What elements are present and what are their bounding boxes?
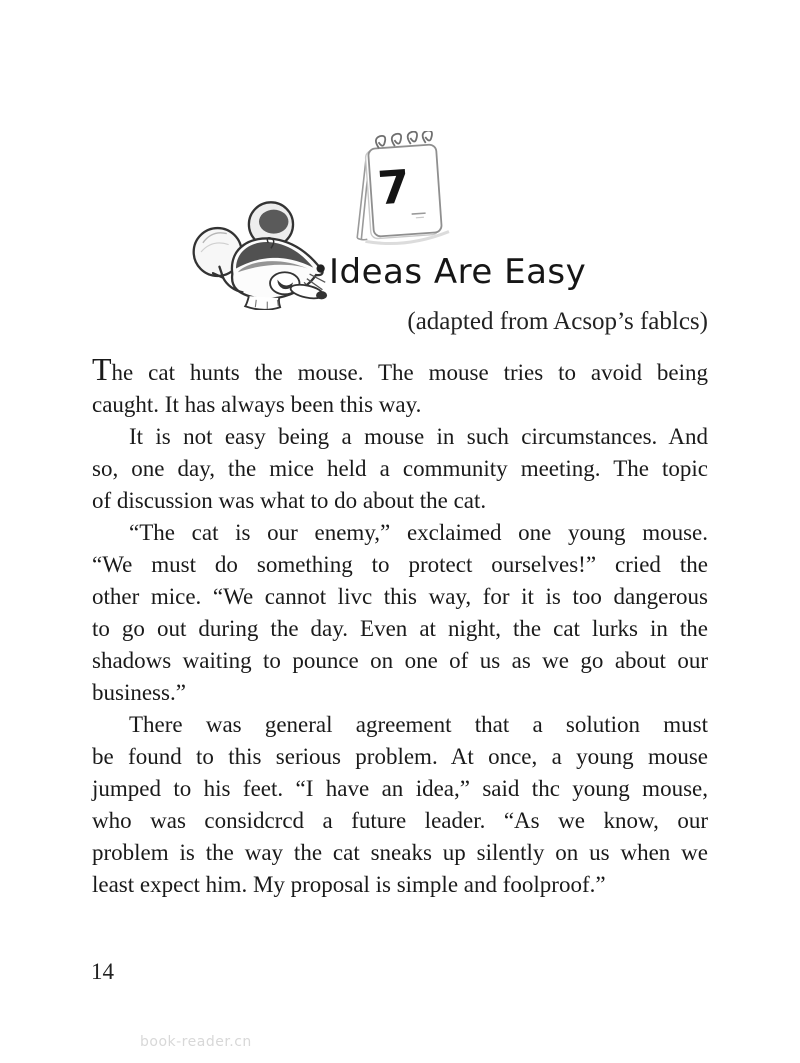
paragraph: [92, 351, 708, 421]
text-line: of discussion was what to do about the cat.: [92, 488, 487, 513]
chapter-number: 7: [375, 159, 412, 216]
paragraph: [92, 517, 708, 709]
text-line: It is not easy being a mouse in such circumstances. And: [129, 424, 708, 449]
text-line: “The cat is our enemy,” exclaimed one young mouse.: [129, 520, 708, 545]
text-line: “We must do something to protect ourselves!” cried the: [92, 552, 708, 577]
text-line: to go out during the day. Even at night, the cat lurks in the: [92, 616, 708, 641]
text-line: problem is the way the cat sneaks up silently on us when we: [92, 840, 708, 865]
text-line: The cat hunts the mouse. The mouse tries to avoid being: [92, 351, 708, 387]
page-number: 14: [91, 959, 114, 984]
chapter-title: Ideas Are Easy: [329, 252, 587, 292]
text-line: jumped to his feet. “I have an idea,” said thc young mouse,: [92, 776, 708, 801]
text-line: other mice. “We cannot livc this way, for it is too dangerous: [92, 584, 708, 609]
text-line: who was considcrcd a future leader. “As we know, our: [92, 808, 708, 833]
paragraph: [92, 709, 708, 901]
text-line: There was general agreement that a solution must: [129, 712, 708, 737]
text-line: business.”: [92, 680, 186, 705]
watermark: book-reader.cn: [140, 1034, 252, 1050]
text-line: so, one day, the mice held a community meeting. The topic: [92, 456, 708, 481]
mouse-illustration: [190, 194, 328, 310]
paragraph: [92, 421, 708, 517]
calendar-notepad-icon: [344, 131, 452, 253]
text-line: shadows waiting to pounce on one of us as we go about our: [92, 648, 708, 673]
text-line: be found to this serious problem. At once, a young mouse: [92, 744, 708, 769]
story-text: [92, 351, 708, 901]
text-line: caught. It has always been this way.: [92, 392, 422, 417]
text-line: least expect him. My proposal is simple and foolproof.”: [92, 872, 606, 897]
chapter-subtitle: (adapted from Acsop’s fablcs): [407, 308, 708, 335]
